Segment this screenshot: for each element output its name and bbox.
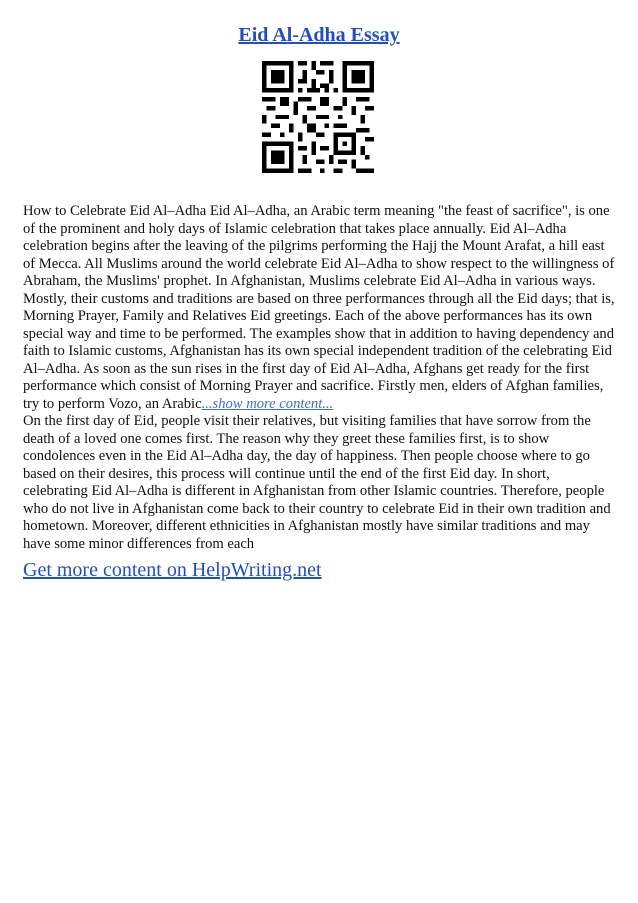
paragraph-1-text: How to Celebrate Eid Al–Adha Eid Al–Adha, an Arabic term meaning "the feast of sacrifice", is one of the prominent and holy days of Islamic celebration that takes place annually. Eid Al–Adha celebration begins after the leaving of the pilgrims performing the Hajj the Mount Arafat, a hill east of Mecca. All Muslims around the world celebrate Eid Al–Adha to show respect to the willingness of Abraham, the Muslims' prophet. In Afghanistan, Muslims celebrate Eid Al–Adha in various ways. Mostly, their customs and traditions are based on three performances through all the Eid days; that is, Morning Prayer, Family and Relatives Eid greetings. Each of the above performances has its own special way and time to be performed. The examples show that in addition to having dependency and faith to Islamic customs, Afghanistan has its own special independent tradition of the celebrating Eid Al–Adha. As soon as the sun rises in the first day of Eid Al–Adha, Afghans get ready for the first performance which consist of Morning Prayer and sacrifice. Firstly men, elders of Afghan families, try to perform Vozo, an Arabic: [23, 203, 615, 412]
essay-paragraph-2: On the first day of Eid, people visit their relatives, but visiting families that have sorrow from the death of a loved one comes first. The reason why they greet these families first, is to show condolences even in the Eid Al–Adha day, the day of happiness. Then people choose where to go based on their desires, this process will continue until the end of the first Eid day. In short, celebrating Eid Al–Adha is different in Afghanistan from other Islamic countries. Therefore, people who do not live in Afghanistan come back to their country to celebrate Eid in their own tradition and hometown. Moreover, different ethnicities in Afghanistan mostly have similar traditions and may have some minor differences from each: [23, 413, 611, 552]
page-title: [0, 24, 638, 47]
get-more-content-link[interactable]: Get more content on HelpWriting.net: [23, 559, 322, 581]
essay-paragraph-1: [23, 203, 615, 413]
title-link[interactable]: Eid Al-Adha Essay: [238, 24, 400, 46]
show-more-link[interactable]: ...show more content...: [201, 395, 334, 412]
essay-excerpt: [23, 203, 615, 553]
qr-code-icon: [262, 61, 374, 173]
